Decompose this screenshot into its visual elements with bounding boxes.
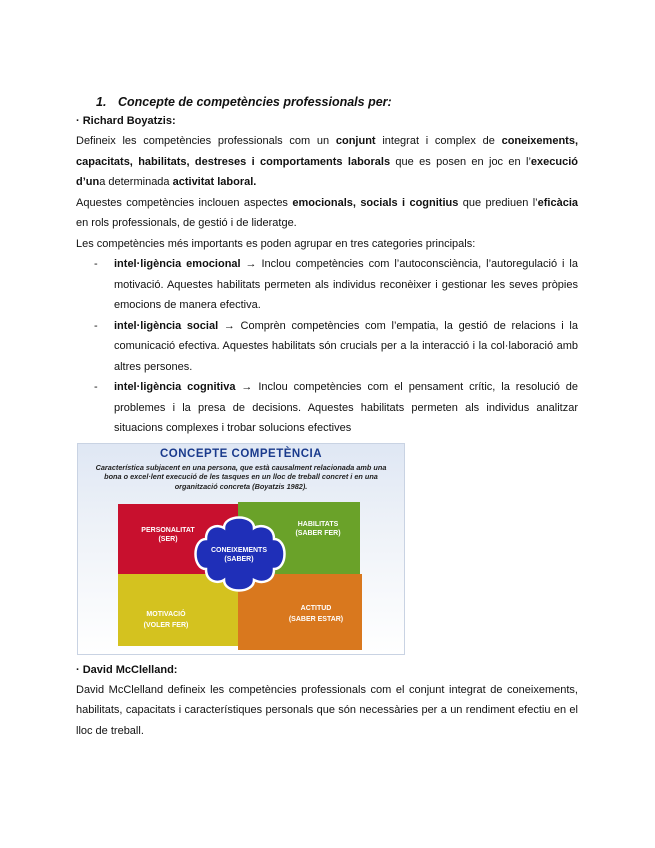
text-run: execució d’un (76, 155, 578, 188)
list-dash: - (94, 381, 98, 393)
document-page (76, 92, 578, 741)
list-item-social (76, 316, 578, 378)
intelligence-list (76, 254, 578, 439)
list-item-cognitive (76, 377, 578, 439)
label-actitud-2: (SABER ESTAR) (288, 615, 344, 623)
puzzle-piece-actitud (238, 574, 362, 650)
section-heading (96, 92, 578, 112)
label-actitud-1: ACTITUD (300, 604, 332, 612)
list-item-emotional (76, 254, 578, 316)
label-coneixements-1: CONEIXEMENTS (210, 546, 268, 554)
heading-number: 1. (96, 95, 107, 109)
label-habilitats-1: HABILITATS (297, 520, 339, 528)
label-habilitats-2: (SABER FER) (295, 529, 341, 537)
text-run: activitat laboral. (172, 176, 257, 188)
list-term: intel·ligència social (114, 319, 219, 332)
text-run: que prediuen l’ (458, 196, 538, 209)
boyatzis-paragraph-3: Les competències més importants es poden agrupar en tres categories principals: (76, 237, 476, 250)
list-term: intel·ligència emocional (114, 258, 241, 270)
mcclelland-subheading: · David McClelland: (76, 663, 178, 676)
list-text: → Inclou competències com l’autoconsciència, l’autoregulació i la motivació. Aquestes habilitats permeten als individus reconèixer i gestionar les seves pròpies emocions de manera efectiva. (114, 258, 578, 311)
label-personalitat-2: (SER) (158, 535, 178, 543)
text-run: eficàcia (537, 196, 578, 209)
boyatzis-subheading: · Richard Boyatzis: (76, 115, 176, 127)
list-text: → Inclou competències com el pensament crític, la resolució de problemes i la presa de decisions. Aquestes habilitats permeten als individus analitzar situacions complexes i trobar solucions efectives (114, 381, 578, 434)
text-run: a determinada (99, 176, 173, 188)
text-run: Aquestes competències inclouen aspectes (76, 196, 293, 209)
boyatzis-paragraph-1 (76, 131, 578, 193)
boyatzis-paragraph-2 (76, 193, 578, 234)
text-run: emocionals, socials i cognitius (292, 196, 459, 209)
list-dash: - (94, 258, 98, 270)
text-run: Defineix les competències professionals com un (76, 135, 336, 147)
list-text: → Comprèn competències com l’empatia, la gestió de relacions i la comunicació efectiva. Aquestes habilitats són crucials per a la interacció i la col·laboració amb altres persones. (114, 319, 578, 373)
label-personalitat-1: PERSONALITAT (141, 526, 195, 534)
label-motivacio-2: (VOLER FER) (143, 621, 189, 629)
puzzle-piece-motivacio (118, 574, 238, 646)
mcclelland-paragraph: David McClelland defineix les competències professionals com el conjunt integrat de coneixements, habilitats, capacitats i característiques personals que són necessàries per a un rendiment efectiu en el lloc de treball. (76, 683, 578, 737)
text-run: que es posen en joc en l’ (390, 155, 531, 168)
figure-description: Característica subjacent en una persona, que està causalment relacionada amb una bona o excel·lent execució de les tasques en un lloc de treball concret i en una organització concreta (Boyatzis 1982). (95, 462, 387, 491)
competence-puzzle-figure (77, 443, 405, 655)
text-run: coneixements, capacitats, habilitats, destreses i comportaments laborals (76, 135, 578, 168)
figure-title: CONCEPTE COMPETÈNCIA (159, 447, 323, 460)
label-coneixements-2: (SABER) (224, 555, 254, 563)
list-term: intel·ligència cognitiva (114, 381, 236, 393)
list-dash: - (94, 319, 98, 332)
text-run: integrat i complex de (375, 135, 502, 147)
heading-title: Concepte de competències professionals per: (118, 95, 392, 109)
label-motivacio-1: MOTIVACIÓ (146, 610, 186, 618)
text-run: en rols professionals, de gestió i de lideratge. (76, 217, 297, 229)
text-run: conjunt (335, 135, 376, 147)
